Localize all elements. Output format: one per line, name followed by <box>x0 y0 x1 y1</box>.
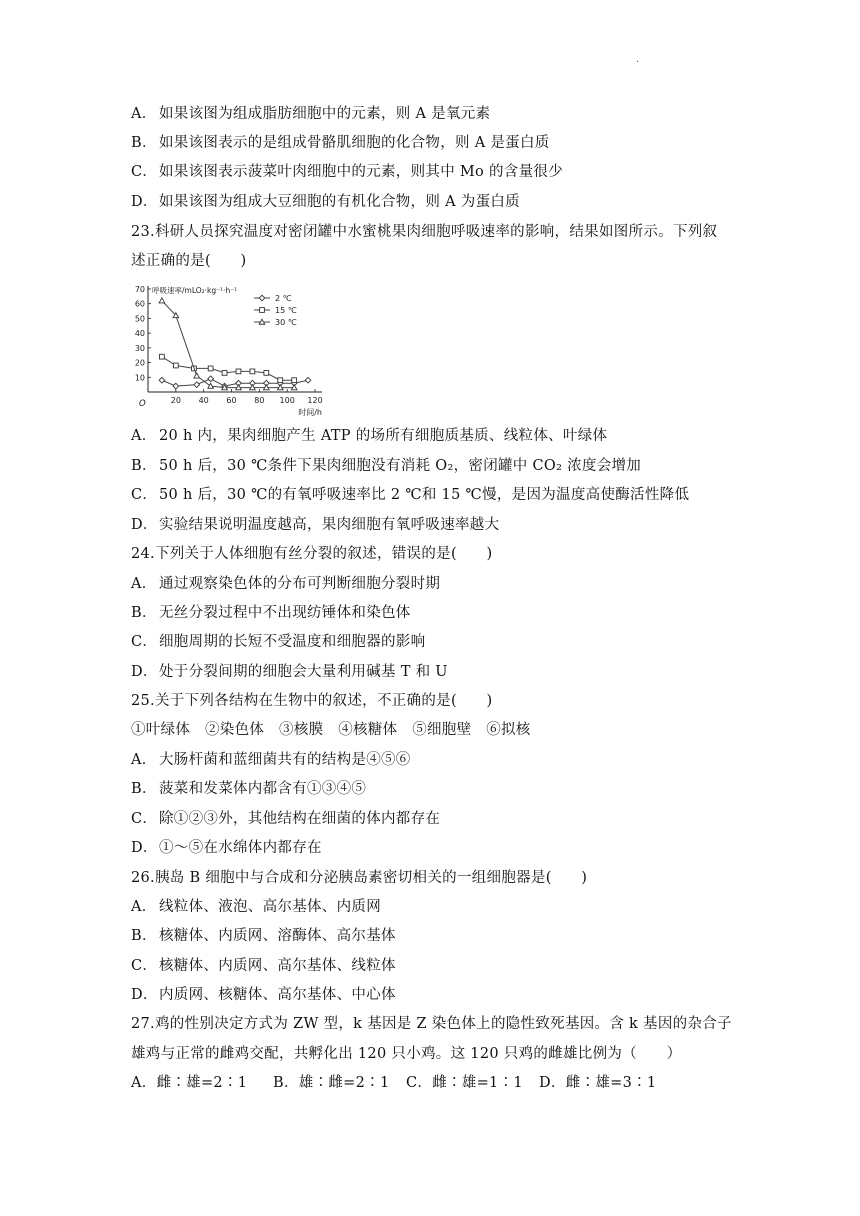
data-point-1 <box>194 382 200 388</box>
y-tick-label: 50 <box>134 314 145 324</box>
data-point-2 <box>236 369 241 374</box>
y-tick-label: 10 <box>134 373 145 383</box>
data-point-3 <box>194 373 200 378</box>
data-point-1 <box>159 377 165 383</box>
series-line-2 <box>162 357 294 381</box>
data-point-2 <box>264 370 269 375</box>
x-axis-label: 时间/h <box>298 408 322 417</box>
x-tick-label: 40 <box>198 396 209 405</box>
legend-marker-2 <box>260 308 265 313</box>
data-point-2 <box>208 366 213 371</box>
q22-option-a: A． 如果该图为组成脂肪细胞中的元素，则 A 是氧元素 <box>131 106 491 122</box>
x-tick-label: 100 <box>279 396 295 405</box>
q23-option-d: D．实验结果说明温度越高，果肉细胞有氧呼吸速率越大 <box>131 517 500 533</box>
q23-option-b: B． 50 h 后，30 ℃条件下果肉细胞没有消耗 O₂，密闭罐中 CO₂ 浓度会增加 <box>131 458 642 474</box>
q25-option-b: B． 菠菜和发菜体内都含有①③④⑤ <box>131 781 367 797</box>
respiration-rate-chart <box>126 280 336 418</box>
data-point-2 <box>160 354 165 359</box>
q22-option-c: C． 如果该图表示菠菜叶肉细胞中的元素，则其中 Mo 的含量很少 <box>131 164 563 180</box>
y-tick-label: 20 <box>134 358 145 368</box>
q27-option-c: C．雌∶雄=1∶1 <box>406 1075 523 1091</box>
q22-option-b: B． 如果该图表示的是组成骨骼肌细胞的化合物，则 A 是蛋白质 <box>131 135 550 151</box>
q26-option-b: B． 核糖体、内质网、溶酶体、高尔基体 <box>131 928 396 944</box>
data-point-2 <box>173 363 178 368</box>
q23-option-a: A． 20 h 内，果肉细胞产生 ATP 的场所有细胞质基质、线粒体、叶绿体 <box>131 428 608 444</box>
origin-label: O <box>139 399 146 409</box>
x-tick-label: 80 <box>254 396 265 405</box>
q25-stem: 25.关于下列各结构在生物中的叙述，不正确的是( ) <box>131 693 493 709</box>
x-tick-label: 60 <box>226 396 237 405</box>
data-point-2 <box>292 378 297 383</box>
data-point-1 <box>208 376 214 382</box>
q25-option-a: A． 大肠杆菌和蓝细菌共有的结构是④⑤⑥ <box>131 752 411 768</box>
x-tick-label: 120 <box>307 396 323 405</box>
q25-structures: ①叶绿体 ②染色体 ③核膜 ④核糖体 ⑤细胞壁 ⑥拟核 <box>131 722 531 738</box>
q24-option-d: D．处于分裂间期的细胞会大量利用碱基 T 和 U <box>131 664 448 680</box>
legend-label-2: 15 ℃ <box>275 306 297 315</box>
q26-stem: 26.胰岛 B 细胞中与合成和分泌胰岛素密切相关的一组细胞器是( ) <box>131 870 588 886</box>
y-tick-label: 70 <box>134 284 145 294</box>
legend-marker-1 <box>259 295 265 301</box>
q27-option-d: D．雌∶雄=3∶1 <box>539 1075 657 1091</box>
q24-option-a: A． 通过观察染色体的分布可判断细胞分裂时期 <box>131 576 441 592</box>
data-point-2 <box>278 378 283 383</box>
q23-stem-line2: 述正确的是( ) <box>131 253 247 269</box>
q24-stem: 24.下列关于人体细胞有丝分裂的叙述，错误的是( ) <box>131 546 493 562</box>
data-point-2 <box>222 370 227 375</box>
q24-option-c: C． 细胞周期的长短不受温度和细胞器的影响 <box>131 634 426 650</box>
q25-option-c: C． 除①②③外，其他结构在细菌的体内都存在 <box>131 811 441 827</box>
q26-option-a: A． 线粒体、液泡、高尔基体、内质网 <box>131 899 381 915</box>
y-axis-label: 呼吸速率/mLO₂·kg⁻¹·h⁻¹ <box>152 286 238 295</box>
data-point-1 <box>173 383 179 389</box>
x-tick-label: 20 <box>170 396 181 405</box>
q23-option-c: C． 50 h 后，30 ℃的有氧呼吸速率比 2 ℃和 15 ℃慢，是因为温度高使酶活性降低 <box>131 487 690 503</box>
q27-stem-line2: 雄鸡与正常的雌鸡交配，共孵化出 120 只小鸡。这 120 只鸡的雌雄比例为（ ） <box>131 1046 682 1062</box>
y-tick-label: 30 <box>134 343 145 353</box>
q26-option-c: C． 核糖体、内质网、高尔基体、线粒体 <box>131 958 396 974</box>
legend-label-1: 2 ℃ <box>275 294 292 303</box>
q27-options-row <box>131 1073 656 1093</box>
q27-option-b: B．雄∶雌=2∶1 <box>273 1075 390 1091</box>
data-point-1 <box>305 377 311 383</box>
q24-option-b: B． 无丝分裂过程中不出现纺锤体和染色体 <box>131 605 411 621</box>
q22-option-d: D．如果该图为组成大豆细胞的有机化合物，则 A 为蛋白质 <box>131 194 520 210</box>
y-tick-label: 60 <box>134 299 145 309</box>
q23-stem-line1: 23.科研人员探究温度对密闭罐中水蜜桃果肉细胞呼吸速率的影响，结果如图所示。下列叙 <box>131 224 718 240</box>
q26-option-d: D．内质网、核糖体、高尔基体、中心体 <box>131 987 396 1003</box>
q27-stem-line1: 27.鸡的性别决定方式为 ZW 型，k 基因是 Z 染色体上的隐性致死基因。含 k 基因的杂合子 <box>131 1016 732 1032</box>
data-point-3 <box>159 298 165 303</box>
y-tick-label: 40 <box>134 329 145 339</box>
page-mark: . <box>636 54 640 65</box>
q25-option-d: D．①～⑤在水绵体内都存在 <box>131 840 322 856</box>
q27-option-a: A．雌∶雄=2∶1 <box>131 1075 248 1091</box>
data-point-2 <box>250 369 255 374</box>
legend-label-3: 30 ℃ <box>275 318 297 327</box>
